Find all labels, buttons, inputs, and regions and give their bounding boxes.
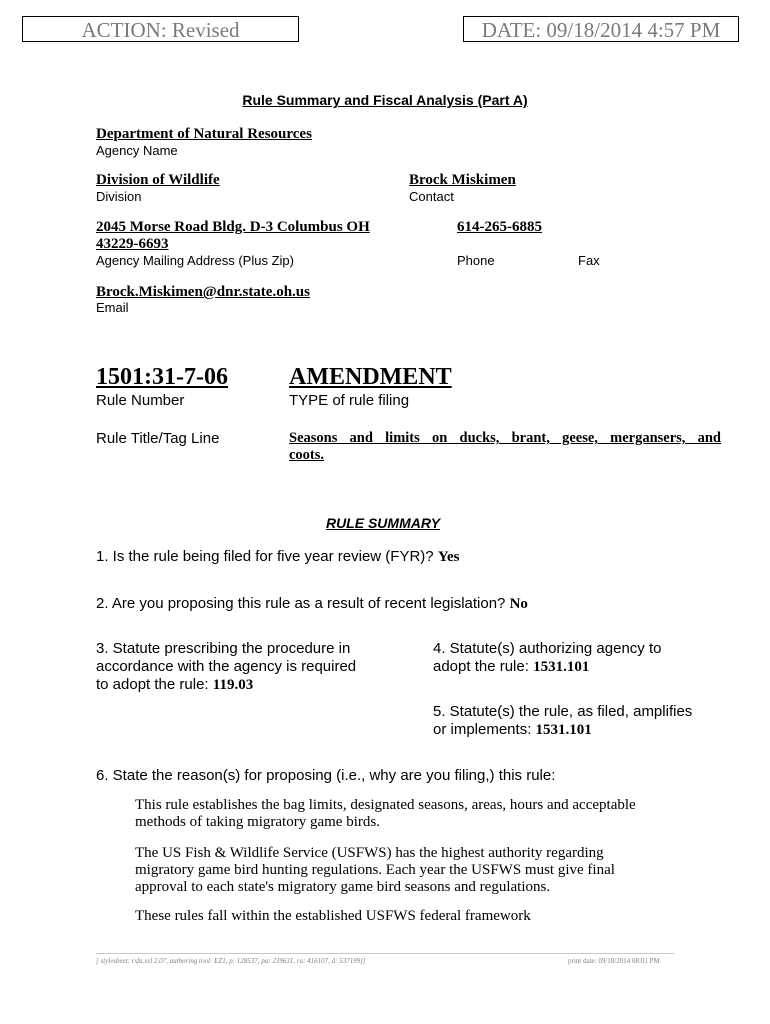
email-value: Brock.Miskimen@dnr.state.oh.us xyxy=(96,284,310,300)
reason-p2-line3: approval to each state's migratory game bird seasons and regulations. xyxy=(135,879,551,895)
reason-paragraph-2 xyxy=(135,845,615,896)
contact-value: Brock Miskimen xyxy=(409,172,516,188)
action-text: ACTION: Revised xyxy=(81,18,240,42)
division-label: Division xyxy=(96,189,142,204)
rule-number-label: Rule Number xyxy=(96,392,185,409)
footer-divider xyxy=(96,953,674,954)
division-value: Division of Wildlife xyxy=(96,172,220,188)
rule-number-value: 1501:31-7-06 xyxy=(96,364,228,390)
answer-4: 1531.101 xyxy=(533,659,590,675)
answer-1: Yes xyxy=(437,549,460,565)
fax-label: Fax xyxy=(578,253,600,268)
answer-2: No xyxy=(509,596,528,612)
address-line1: 2045 Morse Road Bldg. D-3 Columbus OH xyxy=(96,219,370,235)
rule-type-value: AMENDMENT xyxy=(289,364,452,390)
question-3 xyxy=(96,640,356,694)
question-4 xyxy=(433,640,661,676)
date-box xyxy=(463,16,739,42)
question-6: 6. State the reason(s) for proposing (i.e., why are you filing,) this rule: xyxy=(96,767,556,784)
address-label: Agency Mailing Address (Plus Zip) xyxy=(96,253,294,268)
footer-left: [ stylesheet: rsfa.xsl 2.07, authoring tool: EZ1, p: 128537, pa: 239631, ra: 416107, d: 537199)] xyxy=(96,957,366,965)
question-3-line3: to adopt the rule: xyxy=(96,676,209,693)
agency-name-value: Department of Natural Resources xyxy=(96,126,312,142)
reason-p1-line2: methods of taking migratory game birds. xyxy=(135,814,380,830)
reason-paragraph-3 xyxy=(135,908,531,925)
answer-3: 119.03 xyxy=(212,677,254,693)
address-line2: 43229-6693 xyxy=(96,236,169,252)
action-box xyxy=(22,16,299,42)
question-2-text: 2. Are you proposing this rule as a result of recent legislation? xyxy=(96,595,506,612)
rule-title-line2: coots. xyxy=(289,447,325,463)
question-3-line1: 3. Statute prescribing the procedure in xyxy=(96,640,351,657)
rule-summary-heading: RULE SUMMARY xyxy=(325,515,441,531)
phone-label: Phone xyxy=(457,253,495,268)
date-text: DATE: 09/18/2014 4:57 PM xyxy=(481,18,721,42)
agency-name-label: Agency Name xyxy=(96,143,178,158)
question-4-line2: adopt the rule: xyxy=(433,658,529,675)
question-5 xyxy=(433,703,692,739)
answer-5: 1531.101 xyxy=(535,722,592,738)
rule-title-line1: Seasons and limits on ducks, brant, geese, mergansers, and xyxy=(289,430,721,446)
question-2 xyxy=(96,595,528,613)
question-4-line1: 4. Statute(s) authorizing agency to xyxy=(433,640,662,657)
phone-value: 614-265-6885 xyxy=(457,219,542,235)
question-1-text: 1. Is the rule being filed for five year review (FYR)? xyxy=(96,548,434,565)
rule-type-label: TYPE of rule filing xyxy=(289,392,410,409)
question-5-line2: or implements: xyxy=(433,721,532,738)
email-label: Email xyxy=(96,300,129,315)
reason-paragraph-1 xyxy=(135,797,636,831)
question-3-line2: accordance with the agency is required xyxy=(96,658,357,675)
question-1 xyxy=(96,548,459,566)
reason-p2-line1: The US Fish & Wildlife Service (USFWS) has the highest authority regarding xyxy=(135,845,604,861)
question-5-line1: 5. Statute(s) the rule, as filed, amplifies xyxy=(433,703,693,720)
document-title: Rule Summary and Fiscal Analysis (Part A) xyxy=(242,92,528,108)
reason-p1-line1: This rule establishes the bag limits, designated seasons, areas, hours and acceptable xyxy=(135,797,636,813)
reason-p3-line1: These rules fall within the established USFWS federal framework xyxy=(135,908,531,924)
reason-p2-line2: migratory game bird hunting regulations. Each year the USFWS must give final xyxy=(135,862,615,878)
rule-title-label: Rule Title/Tag Line xyxy=(96,430,220,447)
footer-right: print date: 09/18/2014 08:01 PM xyxy=(568,957,660,965)
contact-label: Contact xyxy=(409,189,454,204)
